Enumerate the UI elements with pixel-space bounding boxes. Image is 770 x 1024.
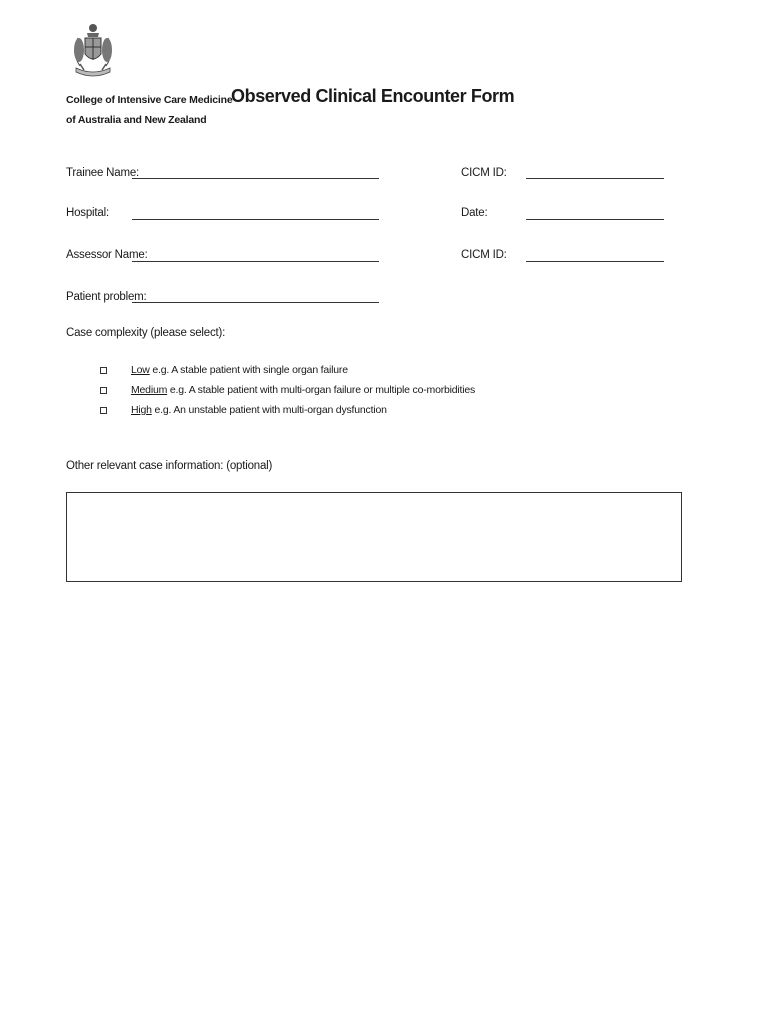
trainee-name-label: Trainee Name: bbox=[66, 167, 140, 179]
hospital-field[interactable] bbox=[132, 219, 379, 220]
medium-complexity-option bbox=[131, 384, 475, 396]
patient-problem-label: Patient problem: bbox=[66, 291, 147, 303]
org-name-line1: College of Intensive Care Medicine bbox=[66, 94, 233, 106]
low-level-desc: e.g. A stable patient with single organ failure bbox=[149, 364, 348, 376]
cicm-id-label-1: CICM ID: bbox=[461, 167, 507, 179]
cicm-id-field-1[interactable] bbox=[526, 178, 664, 179]
cicm-id-field-2[interactable] bbox=[526, 261, 664, 262]
assessor-name-label: Assessor Name: bbox=[66, 249, 148, 261]
college-crest-logo bbox=[70, 20, 116, 80]
assessor-name-field[interactable] bbox=[132, 261, 379, 262]
high-level-desc: e.g. An unstable patient with multi-organ dysfunction bbox=[151, 404, 387, 416]
hospital-label: Hospital: bbox=[66, 207, 109, 219]
high-complexity-option bbox=[131, 404, 387, 416]
high-level-label: High bbox=[131, 404, 152, 416]
cicm-id-label-2: CICM ID: bbox=[461, 249, 507, 261]
medium-level-label: Medium bbox=[131, 384, 168, 396]
low-complexity-option bbox=[131, 364, 348, 376]
high-complexity-checkbox[interactable] bbox=[100, 407, 107, 414]
case-complexity-label: Case complexity (please select): bbox=[66, 327, 226, 339]
other-info-label: Other relevant case information: (optional) bbox=[66, 460, 273, 472]
other-info-textbox[interactable] bbox=[66, 492, 682, 582]
patient-problem-field[interactable] bbox=[132, 302, 379, 303]
date-label: Date: bbox=[461, 207, 488, 219]
org-name-line2: of Australia and New Zealand bbox=[66, 114, 207, 126]
low-level-label: Low bbox=[131, 364, 150, 376]
medium-complexity-checkbox[interactable] bbox=[100, 387, 107, 394]
date-field[interactable] bbox=[526, 219, 664, 220]
medium-level-desc: e.g. A stable patient with multi-organ failure or multiple co-morbidities bbox=[167, 384, 476, 396]
page-title: Observed Clinical Encounter Form bbox=[231, 86, 515, 106]
trainee-name-field[interactable] bbox=[132, 178, 379, 179]
low-complexity-checkbox[interactable] bbox=[100, 367, 107, 374]
